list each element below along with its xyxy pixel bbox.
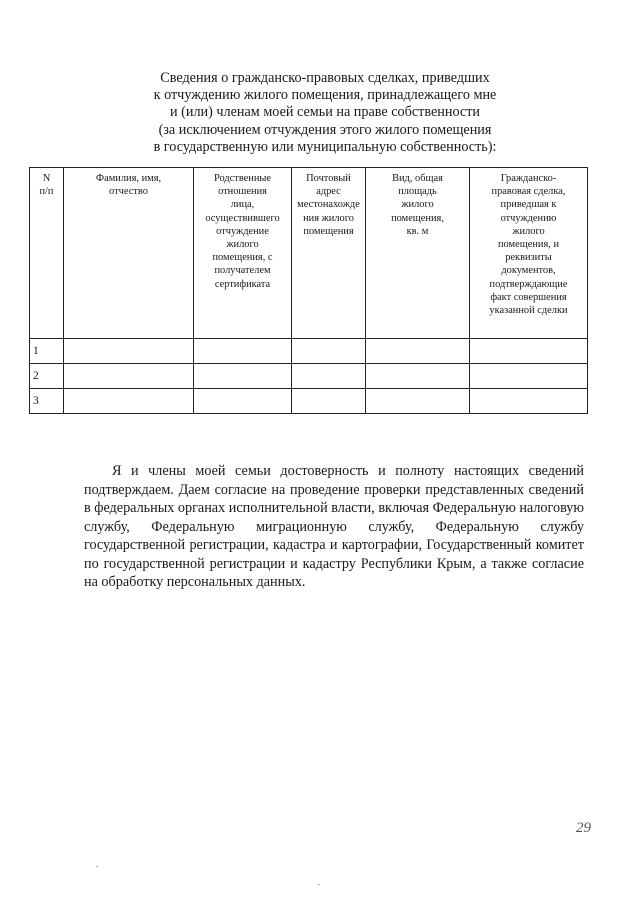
table-row: [30, 339, 588, 364]
header-line: местонахожде: [297, 199, 360, 211]
header-line: кв. м: [406, 225, 429, 237]
header-line: Родственные: [213, 173, 272, 184]
table-cell[interactable]: [366, 339, 470, 364]
header-line: помещения, с: [212, 252, 273, 264]
table-header-row: [30, 168, 588, 339]
table-cell[interactable]: [64, 339, 194, 364]
header-line: факт совершения: [490, 291, 567, 303]
page-number: 29: [576, 820, 591, 836]
header-line: Почтовый: [306, 173, 351, 184]
header-line: Фамилия, имя,: [95, 173, 162, 184]
heading-line: и (или) членам моей семьи на праве собственности: [170, 104, 480, 121]
table-cell[interactable]: [64, 364, 194, 389]
header-line: ния жилого: [303, 212, 354, 224]
heading-line: к отчуждению жилого помещения, принадлежащего мне: [153, 87, 497, 104]
table-cell[interactable]: [470, 389, 588, 414]
header-line: адрес: [316, 186, 341, 198]
table-cell[interactable]: [194, 364, 292, 389]
header-line: отчуждению: [500, 212, 557, 224]
header-line: правовая сделка,: [491, 186, 566, 198]
table-cell[interactable]: [470, 339, 588, 364]
header-line: N: [42, 173, 51, 184]
header-line: помещения,: [391, 212, 444, 224]
scan-speck: [96, 866, 98, 867]
header-line: помещения, и: [497, 239, 559, 251]
table-row: [30, 364, 588, 389]
header-line: лица,: [230, 199, 255, 211]
table-cell[interactable]: [194, 339, 292, 364]
table-cell[interactable]: [194, 389, 292, 414]
header-line: сертификата: [214, 278, 271, 290]
heading-line: в государственную или муниципальную собственность):: [153, 138, 497, 155]
header-line: подтверждающие: [489, 278, 568, 290]
header-line: п/п: [39, 186, 54, 198]
col-area-header: [366, 168, 470, 339]
header-line: жилого: [226, 239, 259, 251]
header-line: получателем: [214, 265, 271, 277]
header-line: документов,: [501, 265, 556, 277]
table-cell[interactable]: [292, 389, 366, 414]
header-line: приведшая к: [500, 199, 557, 211]
header-line: Вид, общая: [392, 173, 443, 184]
table-cell[interactable]: [64, 389, 194, 414]
scan-speck: [318, 884, 320, 885]
header-line: реквизиты: [505, 252, 552, 264]
heading-line: (за исключением отчуждения этого жилого помещения: [158, 121, 492, 138]
header-line: жилого: [401, 199, 434, 211]
header-line: Гражданско-: [500, 173, 557, 184]
row-number: 2: [30, 364, 64, 389]
header-line: отношения: [218, 186, 267, 198]
table-cell[interactable]: [292, 339, 366, 364]
table-row: [30, 389, 588, 414]
col-relation-header: [194, 168, 292, 339]
col-name-header: [64, 168, 194, 339]
row-number: 3: [30, 389, 64, 414]
row-number: 1: [30, 339, 64, 364]
col-transaction-header: [470, 168, 588, 339]
transactions-table: [29, 167, 588, 414]
header-line: отчество: [109, 186, 148, 198]
header-line: помещения: [303, 225, 354, 237]
table-cell[interactable]: [366, 389, 470, 414]
col-number-header: [30, 168, 64, 339]
col-address-header: [292, 168, 366, 339]
header-line: указанной сделки: [489, 305, 568, 317]
document-heading: [110, 70, 540, 156]
header-line: отчуждение: [216, 225, 269, 237]
table-cell[interactable]: [292, 364, 366, 389]
consent-statement: Я и члены моей семьи достоверность и полноту настоящих сведений подтверждаем. Даем согласие на проведение проверки представленных сведений в федеральных органах исполнительной власти, включая Федеральную налоговую службу, Федеральную миграционную службу, Федеральную службу государственной регистрации, кадастра и картографии, Государственный комитет по государственной регистрации и кадастру Республики Крым, а также согласие на обработку персональных данных.: [84, 463, 584, 591]
header-line: осуществившего: [205, 212, 280, 224]
heading-line: Сведения о гражданско-правовых сделках, приведших: [160, 70, 490, 86]
header-line: жилого: [512, 225, 545, 237]
table-cell[interactable]: [366, 364, 470, 389]
table-cell[interactable]: [470, 364, 588, 389]
header-line: площадь: [398, 186, 437, 198]
